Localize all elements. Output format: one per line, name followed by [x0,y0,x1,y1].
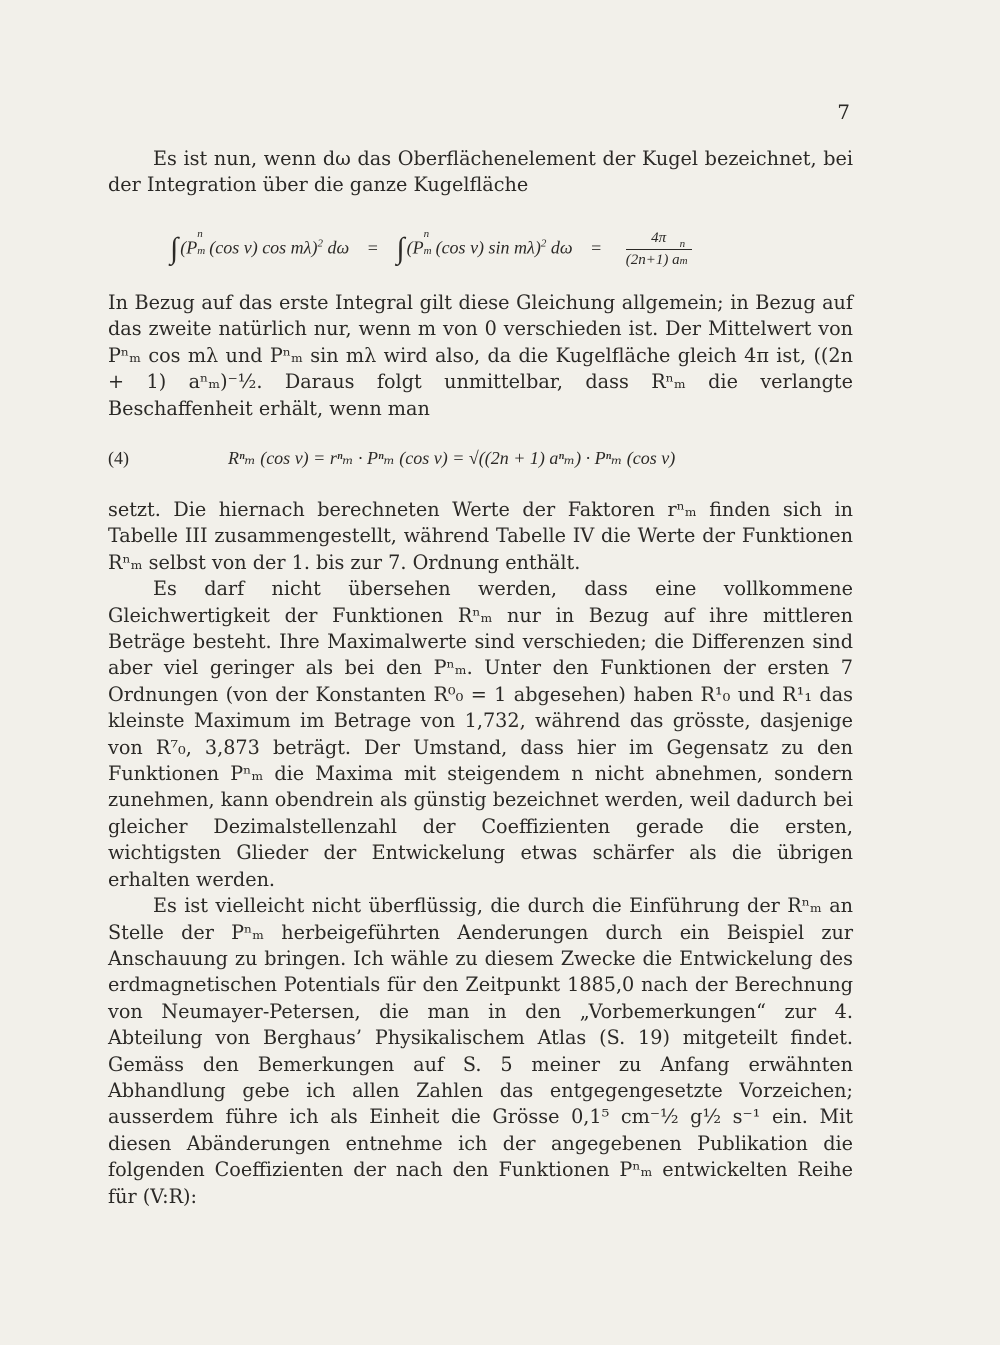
integral-2-open: (P [406,237,424,258]
paragraph-2: In Bezug auf das erste Integral gilt diese Gleichung allgemein; in Bezug auf das zweite natürlich nur, wenn m von 0 verschieden ist. Der Mittelwert von Pⁿₘ cos mλ und Pⁿₘ sin mλ wird also, da die Kugelfläche gleich 4π ist, ((2n + 1) aⁿₘ)⁻½. Daraus folgt unmittelbar, dass Rⁿₘ die verlangte Beschaffenheit erhält, wenn man [108,291,853,420]
integral-2-measure: dω [550,237,573,258]
paragraph-4: Es darf nicht übersehen werden, dass eine vollkommene Gleichwertigkeit der Funktionen Rⁿₘ nur in Bezug auf ihre mittleren Beträge besteht. Ihre Maximalwerte sind verschieden; die Differenzen sind aber viel geringer als bei den Pⁿₘ. Unter den Funktionen der ersten 7 Ordnungen (von der Konstanten R⁰₀ = 1 abgesehen) haben R¹₀ und R¹₁ das kleinste Maximum im Betrage von 1,732, während das grösste, dasjenige von R⁷₀, 3,873 beträgt. Der Umstand, dass hier im Gegensatz zu den Funktionen Pⁿₘ die Maxima mit steigendem n nicht abnehmen, sondern zunehmen, kann obendrein als günstig bezeichnet werden, weil dadurch bei gleicher Dezimalstellenzahl der Coeffizienten gerade die ersten, wichtigsten Glieder der Entwickelung etwas schärfer als die übrigen erhalten werden. [108,577,853,891]
equation-integrals: ∫ (P n m (cos v) cos mλ)$^2$ dω = ∫ (P n m (cos v) sin mλ)$^2$ dω = 4π (2n+1) a n m [170,230,870,270]
paragraph-block-2 [108,290,853,422]
integral-1-open: (P [180,237,198,258]
equation-4 [108,448,853,480]
integral-sign: ∫ [170,231,179,265]
equation-label: (4) [108,448,129,468]
integral-1-body: (cos v) cos mλ) [209,237,318,258]
paragraph-3: setzt. Die hiernach berechneten Werte der Faktoren rⁿₘ finden sich in Tabelle III zusammengestellt, während Tabelle IV die Werte der Funktionen Rⁿₘ selbst von der 1. bis zur 7. Ordnung enthält. [108,498,853,574]
paragraph-5: Es ist vielleicht nicht überflüssig, die durch die Einführung der Rⁿₘ an Stelle der Pⁿₘ herbeigeführten Aenderungen durch ein Beispiel zur Anschauung zu bringen. Ich wähle zu diesem Zwecke die Entwickelung des erdmagnetischen Potentials für den Zeitpunkt 1885,0 nach der Berechnung von Neumayer-Petersen, die man in den „Vorbemerkungen“ zur 4. Abteilung von Berghaus’ Physikalischem Atlas (S. 19) mitgeteilt findet. Gemäss den Bemerkungen auf S. 5 meiner zu Anfang erwähnten Abhandlung gebe ich allen Zahlen das entgegengesetzte Vorzeichen; ausserdem führe ich als Einheit die Grösse 0,1⁵ cm⁻½ g½ s⁻¹ ein. Mit diesen Abänderungen entnehme ich der angegebenen Publikation die folgenden Coeffizienten der nach den Funktionen Pⁿₘ entwickelten Reihe für (V:R): [108,894,853,1208]
fraction-numerator: 4π [626,230,692,250]
fraction-denominator: (2n+1) a [625,252,680,268]
equation-4-body: Rⁿₘ (cos v) = rⁿₘ · Pⁿₘ (cos v) = √((2n + 1) aⁿₘ) · Pⁿₘ (cos v) [228,448,676,468]
paragraph-1: Es ist nun, wenn dω das Oberflächenelement der Kugel bezeichnet, bei der Integration über die ganze Kugelfläche [108,147,853,197]
integral-1-measure: dω [327,237,350,258]
integral-2-body: (cos v) sin mλ) [435,237,541,258]
paragraph-block-3 [108,497,853,1210]
page-number: 7 [837,100,850,124]
integral-sign: ∫ [396,231,405,265]
fraction: 4π (2n+1) a n m [626,230,692,269]
paragraph-intro [108,146,853,199]
